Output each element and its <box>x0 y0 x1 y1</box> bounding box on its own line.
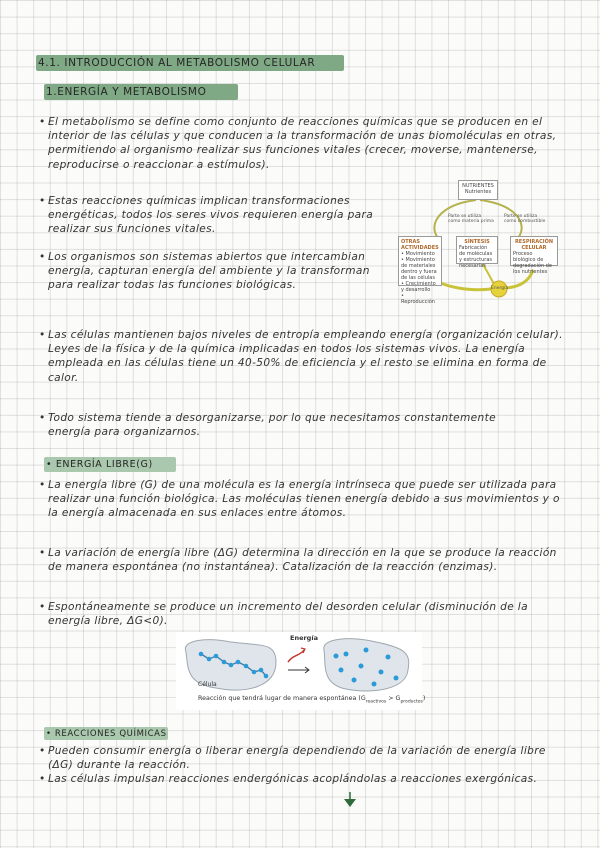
section2-title: • ENERGÍA LIBRE(G) <box>46 459 153 470</box>
cell-label: Célula <box>198 681 217 688</box>
section1-title: 1.ENERGÍA Y METABOLISMO <box>46 86 207 98</box>
caption-sub2: productos <box>400 699 423 705</box>
paragraph-coupling: • Las células impulsan reacciones endergónicas acoplándolas a reacciones exergónicas. <box>39 773 538 785</box>
caption-end: ) <box>422 695 426 702</box>
box2-title: SÍNTESIS <box>464 239 490 245</box>
box2-body: Fabricación de moléculas y estructuras necesarias <box>459 245 493 269</box>
box3-title: RESPIRACIÓN CELULAR <box>514 239 554 251</box>
respiration-box <box>510 236 558 275</box>
right-note: Parte se utiliza como combustible <box>504 214 546 224</box>
synthesis-box <box>456 236 498 269</box>
caption-mid: > G <box>386 695 401 702</box>
caption-sub1: reactivos <box>365 699 387 705</box>
nutrients-box: NUTRIENTES Nutrientes <box>458 180 498 200</box>
box3-body: Proceso biológico de degradación de los nutrientes <box>513 251 552 275</box>
energy-figure-label: Energía <box>290 634 318 642</box>
paragraph-entropy: • Las células mantienen bajos niveles de entropía empleando energía (organización celular). Leyes de la física y de la química implicadas en todos los sistemas vivos. La energía empleada en las células tiene un 40-50% de eficiencia y el resto se elimina en forma de calor. <box>39 329 563 384</box>
other-activities-box <box>398 236 442 305</box>
paragraph-free-energy: • La energía libre (G) de una molécula es la energía intrínseca que puede ser utilizada para realizar una función biológica. Las moléculas tienen energía debido a sus movimientos y o la energía almacenada en sus enlaces entre átomos. <box>39 479 560 520</box>
left-note: Parte se utiliza como materia prima <box>448 214 494 224</box>
box1-title: OTRAS ACTIVIDADES <box>401 239 439 251</box>
nutrients-diagram <box>398 180 558 305</box>
paragraph-reactions: • Estas reacciones químicas implican transformaciones energéticas, todos los seres vivos requieren energía para realizar sus funciones vitales. <box>39 195 374 236</box>
paragraph-reactions-energy: • Pueden consumir energía o liberar energía dependiendo de la variación de energía libre (ΔG) durante la reacción. <box>39 745 546 772</box>
paragraph-delta-g: • La variación de energía libre (ΔG) determina la dirección en la que se produce la reacción de manera espontánea (no instantánea). Catalización de la reacción (enzimas). <box>39 547 557 574</box>
energy-label: Energía <box>491 286 509 291</box>
continue-arrow-icon <box>343 792 357 808</box>
section3-title: • REACCIONES QUÍMICAS <box>46 729 167 739</box>
box1-body: • Movimiento • Movimiento de materiales dentro y fuera de las células • Crecimiento y desarrollo • Reproducción <box>401 251 437 305</box>
paragraph-metabolism: • El metabolismo se define como conjunto de reacciones químicas que se producen en el interior de las células y que conducen a la transformación de unas biomoléculas en otras, permitiendo al organismo realizar sus funciones vitales (crecer, moverse, mantenerse, reproducirse o reaccionar a estímulos). <box>39 116 557 171</box>
page-title: 4.1. INTRODUCCIÓN AL METABOLISMO CELULAR <box>38 57 316 69</box>
figure2-caption <box>198 695 438 704</box>
free-energy-figure <box>176 632 426 710</box>
caption-start: Reacción que tendrá lugar de manera espontánea (G <box>198 695 366 702</box>
paragraph-open-systems: • Los organismos son sistemas abiertos que intercambian energía, capturan energía del ambiente y la transforman para realizar todas las funciones biológicas. <box>39 251 370 292</box>
section2-title-text: ENERGÍA LIBRE(G) <box>55 459 153 470</box>
paragraph-spontaneous: • Espontáneamente se produce un incremento del desorden celular (disminución de la energía libre, ΔG<0). <box>39 601 528 628</box>
paragraph-disorder: • Todo sistema tiende a desorganizarse, por lo que necesitamos constantemente energía para organizarnos. <box>39 412 496 439</box>
section3-title-text: REACCIONES QUÍMICAS <box>54 729 167 739</box>
